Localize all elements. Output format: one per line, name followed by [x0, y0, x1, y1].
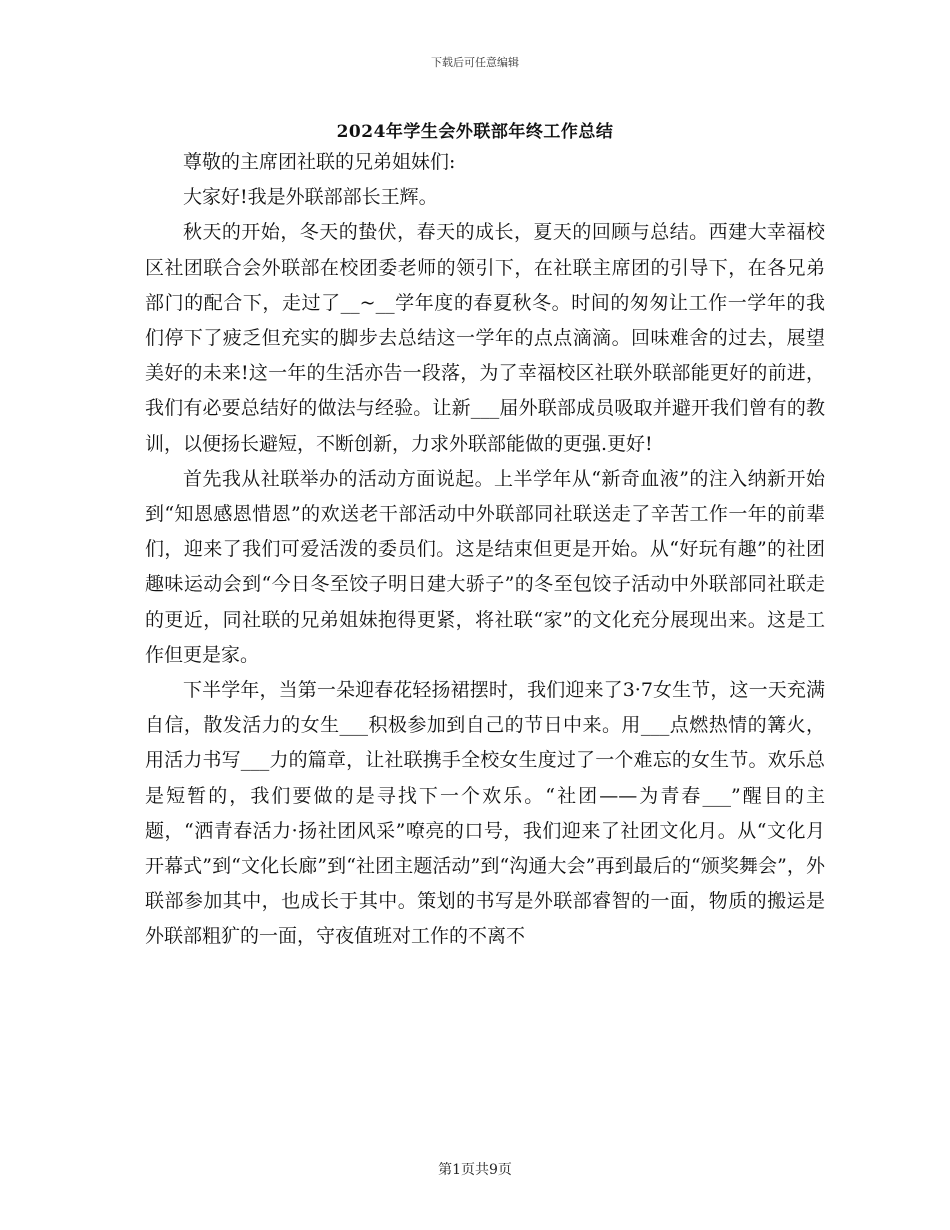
salutation-paragraph: 尊敬的主席团社联的兄弟姐妹们:: [183, 151, 456, 173]
greeting-paragraph: 大家好!我是外联部部长王辉。: [183, 186, 438, 209]
body-paragraph: 下半学年，当第一朵迎春花轻扬裙摆时，我们迎来了3·7女生节，这一天充满自信，散发活力的女生___积极参加到自己的节日中来。用___点燃热情的篝火，用活力书写___力的篇章，让社联携手全校女生度过了一个难忘的女生节。欢乐总是短暂的，我们要做的是寻找下一个欢乐。“社团——为青春___”醒目的主题，“洒青春活力·扬社团风采”嘹亮的口号，我们迎来了社团文化月。从“文化月开幕式”到“文化长廊”到“社团主题活动”到“沟通大会”再到最后的“颁奖舞会”，外联部参加其中，也成长于其中。策划的书写是外联部睿智的一面，物质的搬运是外联部粗犷的一面，守夜值班对工作的不离不: [145, 679, 825, 948]
body-paragraph: 秋天的开始，冬天的蛰伏，春天的成长，夏天的回顾与总结。西建大幸福校区社团联合会外联部在校团委老师的领引下，在社联主席团的引导下，在各兄弟部门的配合下，走过了__~__学年度的春夏秋冬。时间的匆匆让工作一学年的我们停下了疲乏但充实的脚步去总结这一学年的点点滴滴。回味难舍的过去，展望美好的未来!这一年的生活亦告一段落，为了幸福校区社联外联部能更好的前进，我们有必要总结好的做法与经验。让新___届外联部成员吸取并避开我们曾有的教训，以便扬长避短，不断创新，力求外联部能做的更强.更好!: [145, 221, 825, 455]
document-body: [145, 145, 825, 955]
page-header-note: 下载后可任意编辑: [431, 56, 519, 69]
page-number: 第1页共9页: [438, 1162, 512, 1178]
body-paragraph: 首先我从社联举办的活动方面说起。上半学年从“新奇血液”的注入纳新开始到“知恩感恩惜恩”的欢送老干部活动中外联部同社联送走了辛苦工作一年的前辈们，迎来了我们可爱活泼的委员们。这是结束但更是开始。从“好玩有趣”的社团趣味运动会到“今日冬至饺子明日建大骄子”的冬至包饺子活动中外联部同社联走的更近，同社联的兄弟姐妹抱得更紧，将社联“家”的文化充分展现出来。这是工作但更是家。: [145, 467, 825, 666]
document-title: 2024年学生会外联部年终工作总结: [336, 122, 614, 142]
